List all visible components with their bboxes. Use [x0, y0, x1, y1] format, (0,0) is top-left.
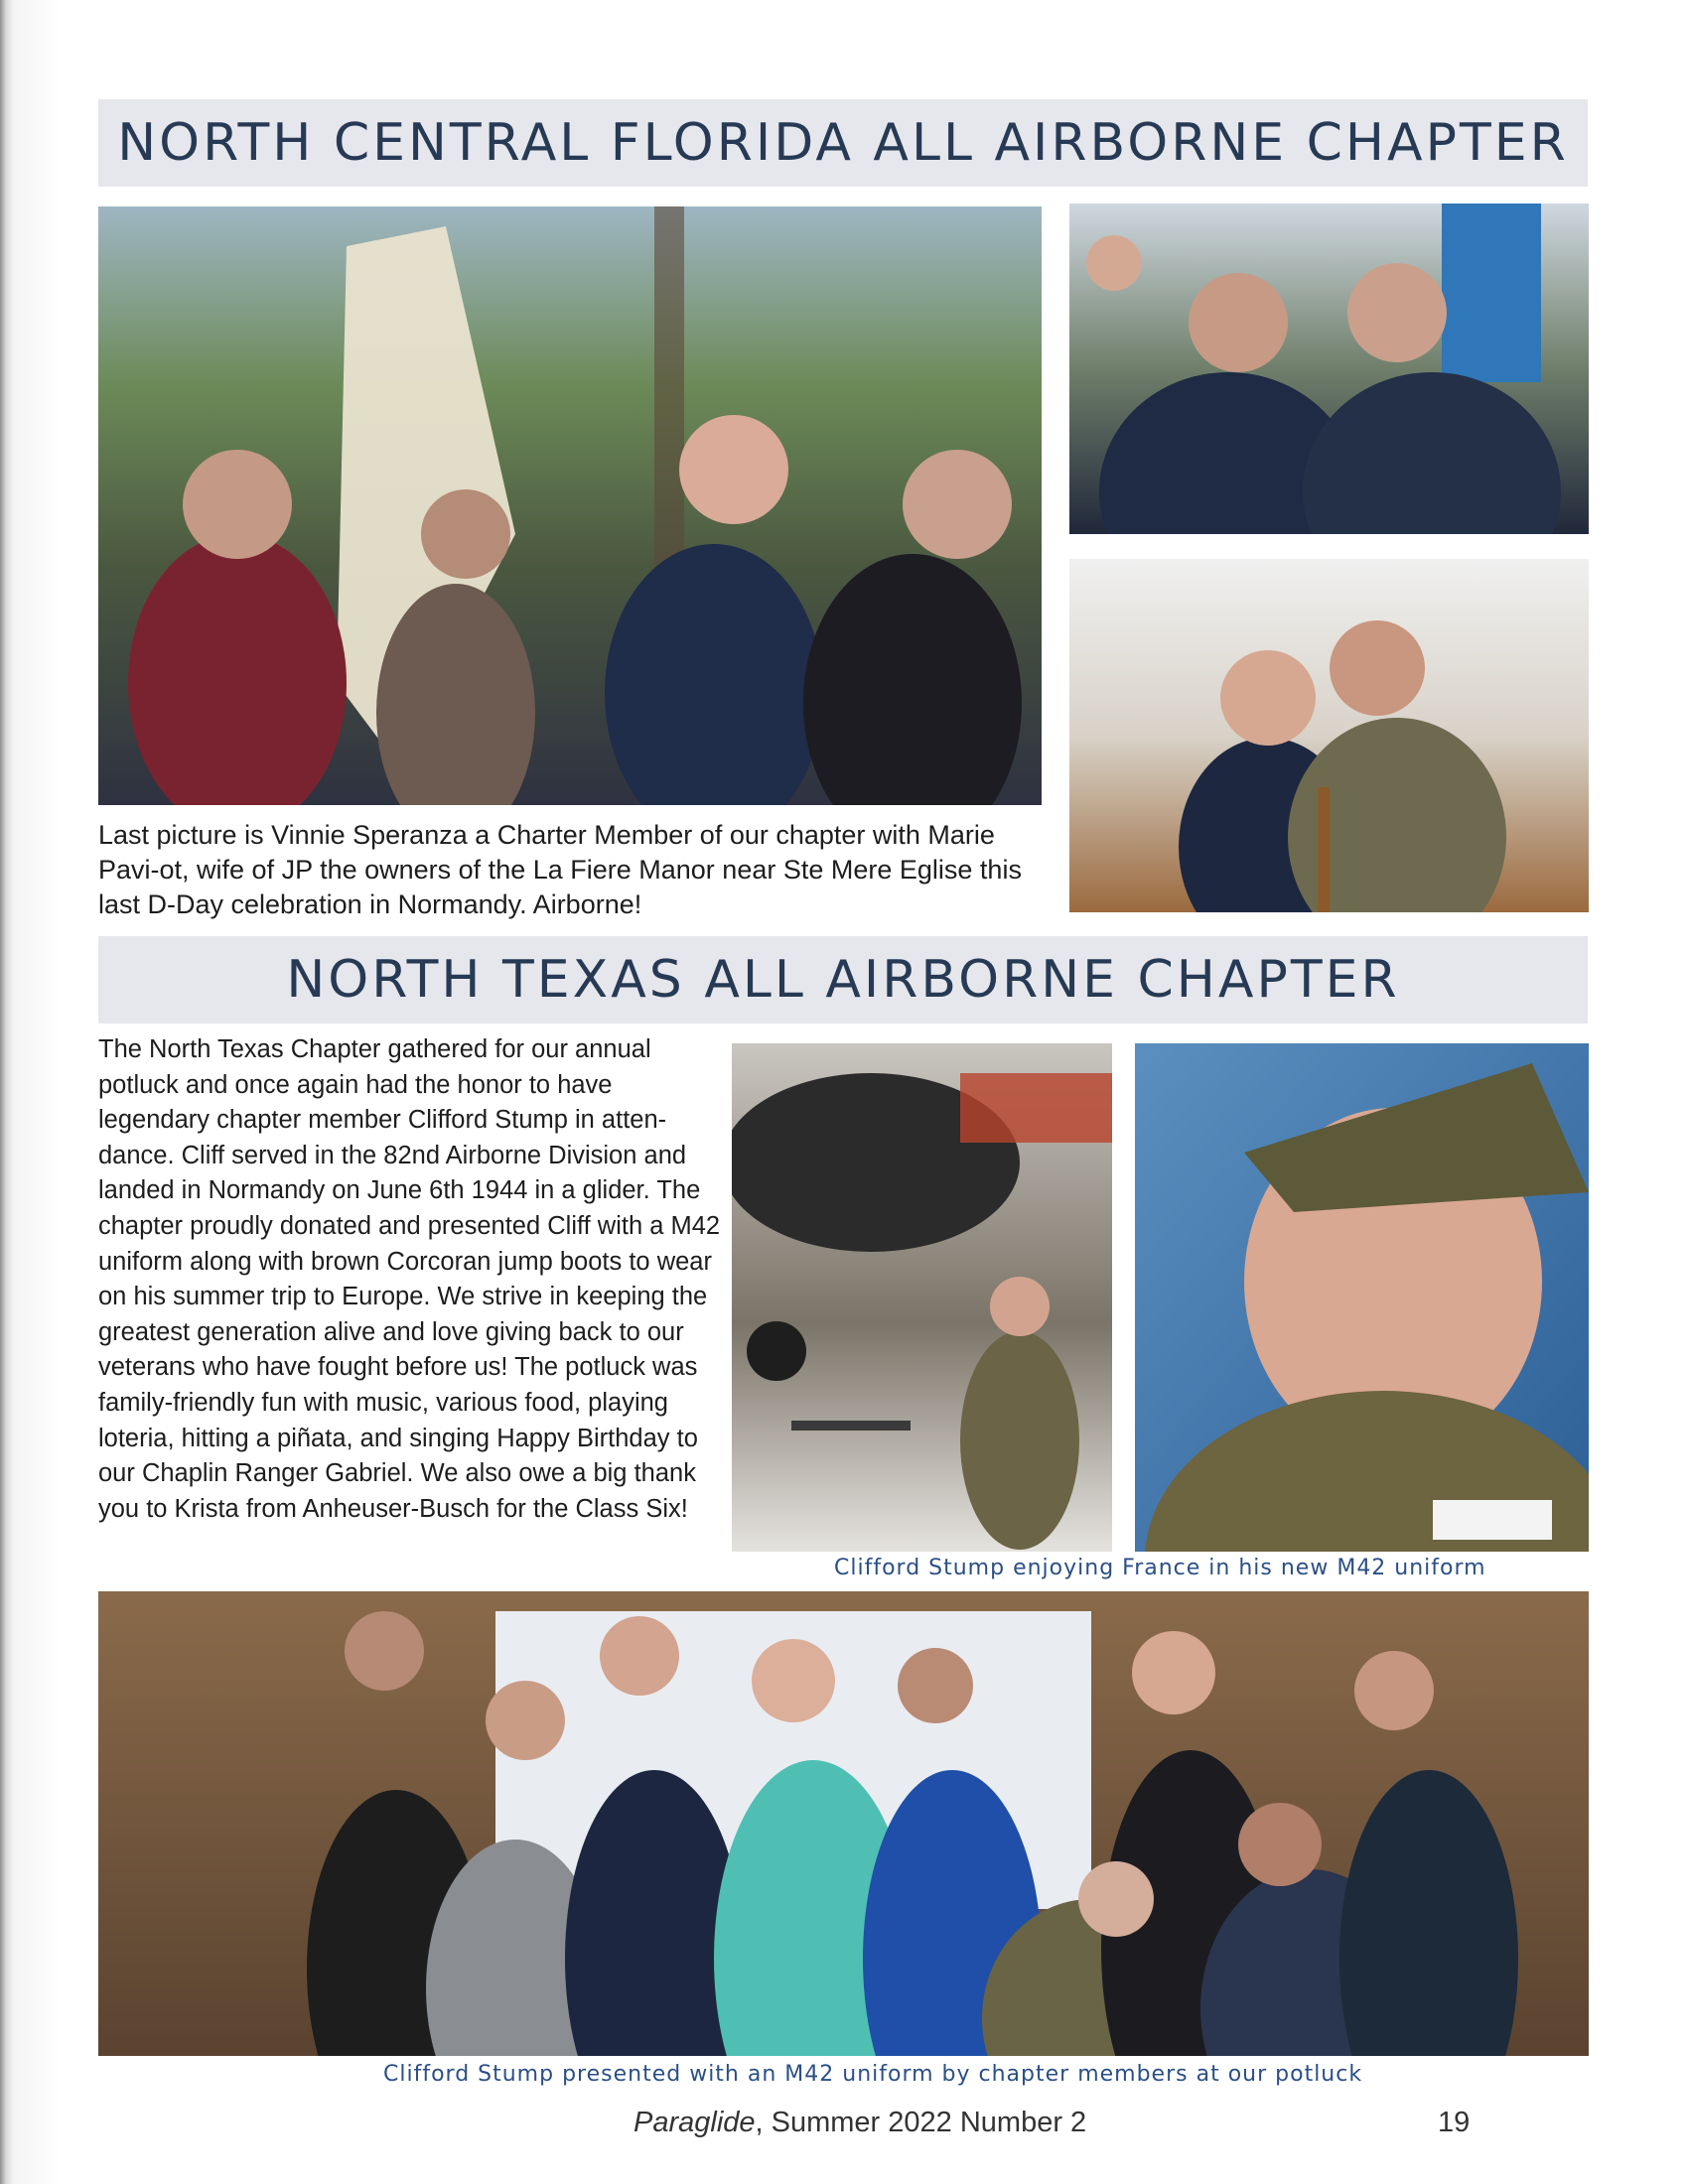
texas-photo-caption-right: Clifford Stump enjoying France in his new M42 uniform	[834, 1556, 1486, 1580]
footer-publication	[633, 2107, 1086, 2139]
footer-publication-name: Paraglide	[633, 2107, 756, 2138]
footer-issue: , Summer 2022 Number 2	[755, 2107, 1087, 2138]
photo-texas-group-potluck	[98, 1591, 1589, 2056]
florida-caption: Last picture is Vinnie Speranza a Charter Member of our chapter with Marie Pavi-ot, wife of JP the owners of the La Fiere Manor near Ste Mere Eglise this last D-Day celebration in Normandy. Airborne!	[98, 820, 1022, 919]
section-banner-texas	[98, 936, 1588, 1024]
photo-texas-stump-airplane-art	[732, 1043, 1112, 1552]
photo-texas-stump-portrait	[1135, 1043, 1589, 1552]
photo-florida-vinnie-marie-art	[1069, 559, 1589, 912]
page-footer	[0, 2107, 1688, 2146]
section-title-texas: NORTH TEXAS ALL AIRBORNE CHAPTER	[286, 950, 1400, 1010]
photo-texas-stump-portrait-art	[1135, 1043, 1589, 1552]
photo-texas-group-potluck-art	[98, 1591, 1589, 2056]
section-title-florida: NORTH CENTRAL FLORIDA ALL AIRBORNE CHAPTER	[117, 113, 1569, 173]
texas-body-text: The North Texas Chapter gathered for our annual potluck and once again had the honor to have legendary chapter member Clifford Stump in atten-dance. Cliff served in the 82nd Airborne Division and landed in Normandy on June 6th 1944 in a glider. The chapter proudly donated and presented Cliff with a M42 uniform along with brown Corcoran jump boots to wear on his summer trip to Europe. We strive in keeping the greatest generation alive and love giving back to our veterans who have fought before us! The potluck was family-friendly fun with music, various food, playing loteria, hitting a piñata, and singing Happy Birthday to our Chaplin Ranger Gabriel. We also owe a big thank you to Krista from Anheuser-Busch for the Class Six!	[98, 1035, 721, 1523]
photo-florida-two-veterans	[1069, 204, 1589, 534]
photo-texas-stump-airplane	[732, 1043, 1112, 1552]
section-banner-florida	[98, 99, 1588, 187]
photo-florida-two-veterans-art	[1069, 204, 1589, 534]
page-number: 19	[1438, 2107, 1471, 2138]
photo-florida-vinnie-marie	[1069, 559, 1589, 912]
photo-florida-group-flag	[98, 206, 1042, 805]
photo-florida-group-flag-art	[98, 206, 1042, 805]
texas-photo-caption-bottom: Clifford Stump presented with an M42 uniform by chapter members at our potluck	[383, 2062, 1363, 2087]
